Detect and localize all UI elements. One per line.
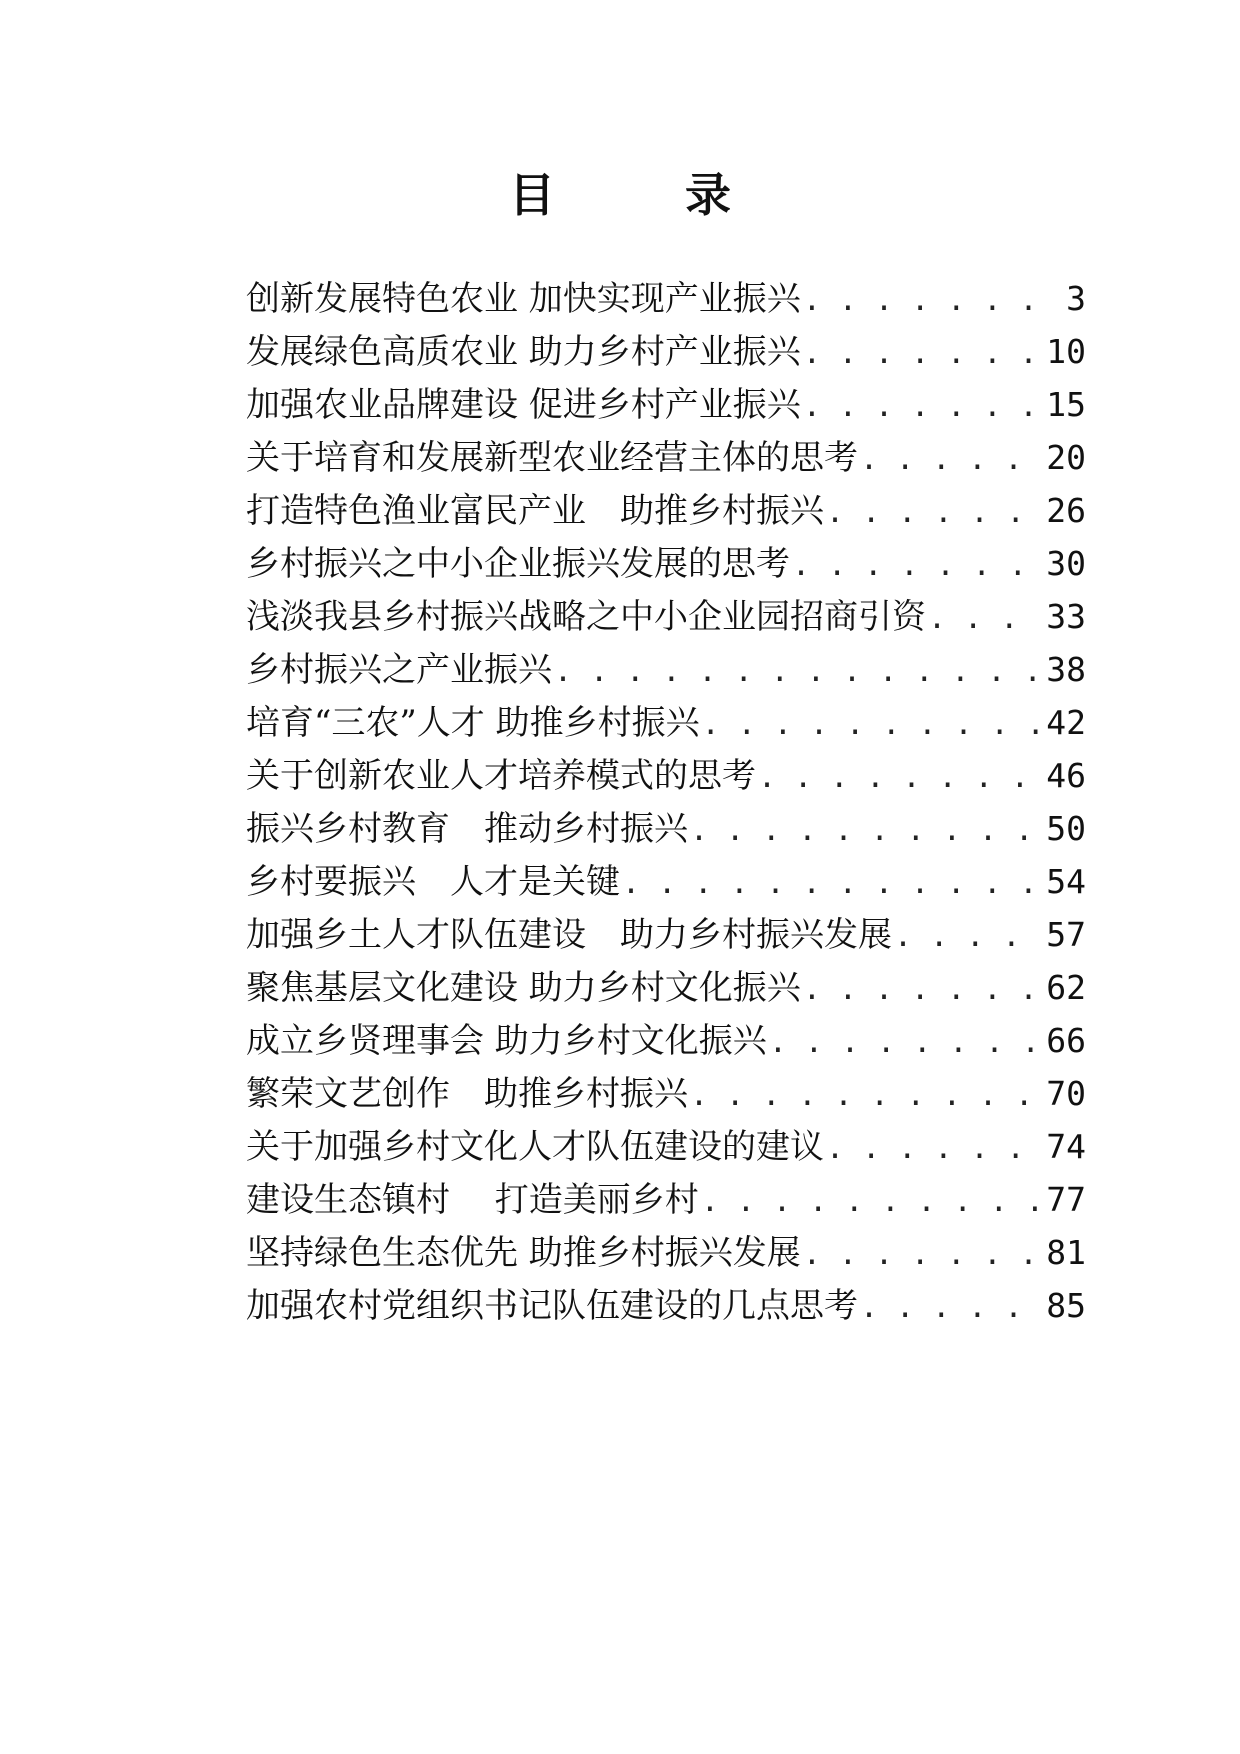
toc-entry-title: 建设生态镇村 打造美丽乡村 [246,1180,699,1220]
toc-dot-leader [803,327,1038,380]
toc-entry-title: 振兴乡村教育 推动乡村振兴 [246,809,688,849]
toc-entry[interactable] [246,1279,1086,1332]
toc-entry-title: 加强乡土人才队伍建设 助力乡村振兴发展 [246,915,892,955]
toc-page-number: 54 [1046,862,1086,901]
toc-dot-leader [803,963,1038,1016]
toc-page-number: 42 [1046,703,1086,742]
toc-entry[interactable] [246,643,1086,696]
toc-dot-leader [826,486,1038,539]
toc-dot-leader [690,804,1038,857]
toc-dot-leader [769,1016,1038,1069]
toc-dot-leader [826,1122,1038,1175]
toc-page-number: 50 [1046,809,1086,848]
toc-entry-title: 创新发展特色农业 加快实现产业振兴 [246,279,801,319]
toc-entry[interactable] [246,1120,1086,1173]
toc-page-number: 10 [1046,332,1086,371]
toc-dot-leader [690,1069,1038,1122]
toc-entry[interactable] [246,272,1086,325]
toc-entry[interactable] [246,1014,1086,1067]
table-of-contents [246,272,1086,1332]
toc-page-number: 81 [1046,1233,1086,1272]
toc-entry[interactable] [246,484,1086,537]
toc-entry-title: 成立乡贤理事会 助力乡村文化振兴 [246,1021,767,1061]
toc-page-number: 30 [1046,544,1086,583]
toc-entry-title: 关于创新农业人才培养模式的思考 [246,756,756,796]
toc-entry[interactable] [246,325,1086,378]
toc-entry[interactable] [246,590,1086,643]
toc-entry-title: 关于培育和发展新型农业经营主体的思考 [246,438,858,478]
toc-page-number: 66 [1046,1021,1086,1060]
toc-dot-leader [803,1228,1038,1281]
toc-page-number: 33 [1046,597,1086,636]
toc-entry[interactable] [246,961,1086,1014]
toc-dot-leader [860,433,1038,486]
toc-page-number: 77 [1046,1180,1086,1219]
toc-entry[interactable] [246,908,1086,961]
toc-entry[interactable] [246,1067,1086,1120]
toc-entry-title: 加强农业品牌建设 促进乡村产业振兴 [246,385,801,425]
toc-entry-title: 关于加强乡村文化人才队伍建设的建议 [246,1127,824,1167]
toc-dot-leader [803,380,1038,433]
toc-entry[interactable] [246,431,1086,484]
toc-dot-leader [894,910,1038,963]
toc-dot-leader [554,645,1038,698]
toc-page-number: 70 [1046,1074,1086,1113]
toc-entry-title: 打造特色渔业富民产业 助推乡村振兴 [246,491,824,531]
toc-entry-title: 坚持绿色生态优先 助推乡村振兴发展 [246,1233,801,1273]
toc-entry-title: 乡村振兴之产业振兴 [246,650,552,690]
toc-page-number: 26 [1046,491,1086,530]
toc-entry-title: 繁荣文艺创作 助推乡村振兴 [246,1074,688,1114]
toc-dot-leader [758,751,1038,804]
toc-page-number: 20 [1046,438,1086,477]
toc-entry[interactable] [246,537,1086,590]
toc-dot-leader [702,698,1038,751]
toc-dot-leader [622,857,1038,910]
toc-entry-title: 加强农村党组织书记队伍建设的几点思考 [246,1286,858,1326]
toc-entry[interactable] [246,1173,1086,1226]
toc-entry-title: 乡村振兴之中小企业振兴发展的思考 [246,544,790,584]
toc-entry-title: 聚焦基层文化建设 助力乡村文化振兴 [246,968,801,1008]
toc-entry-title: 发展绿色高质农业 助力乡村产业振兴 [246,332,801,372]
toc-dot-leader [860,1281,1038,1334]
toc-entry[interactable] [246,696,1086,749]
toc-dot-leader [701,1175,1038,1228]
toc-entry[interactable] [246,1226,1086,1279]
toc-entry-title: 乡村要振兴 人才是关键 [246,862,620,902]
toc-page-number: 3 [1066,279,1086,318]
toc-page-number: 38 [1046,650,1086,689]
toc-page-number: 62 [1046,968,1086,1007]
toc-dot-leader [803,274,1038,327]
toc-title: 目 录 [509,168,773,222]
toc-entry[interactable] [246,749,1086,802]
toc-page-number: 46 [1046,756,1086,795]
toc-entry-title: 浅淡我县乡村振兴战略之中小企业园招商引资 [246,597,926,637]
toc-page-number: 57 [1046,915,1086,954]
toc-entry-title: 培育“三农”人才 助推乡村振兴 [246,703,700,743]
toc-entry[interactable] [246,802,1086,855]
toc-page-number: 74 [1046,1127,1086,1166]
toc-dot-leader [928,592,1038,645]
toc-dot-leader [792,539,1038,592]
toc-entry[interactable] [246,378,1086,431]
toc-page-number: 85 [1046,1286,1086,1325]
toc-page-number: 15 [1046,385,1086,424]
toc-entry[interactable] [246,855,1086,908]
